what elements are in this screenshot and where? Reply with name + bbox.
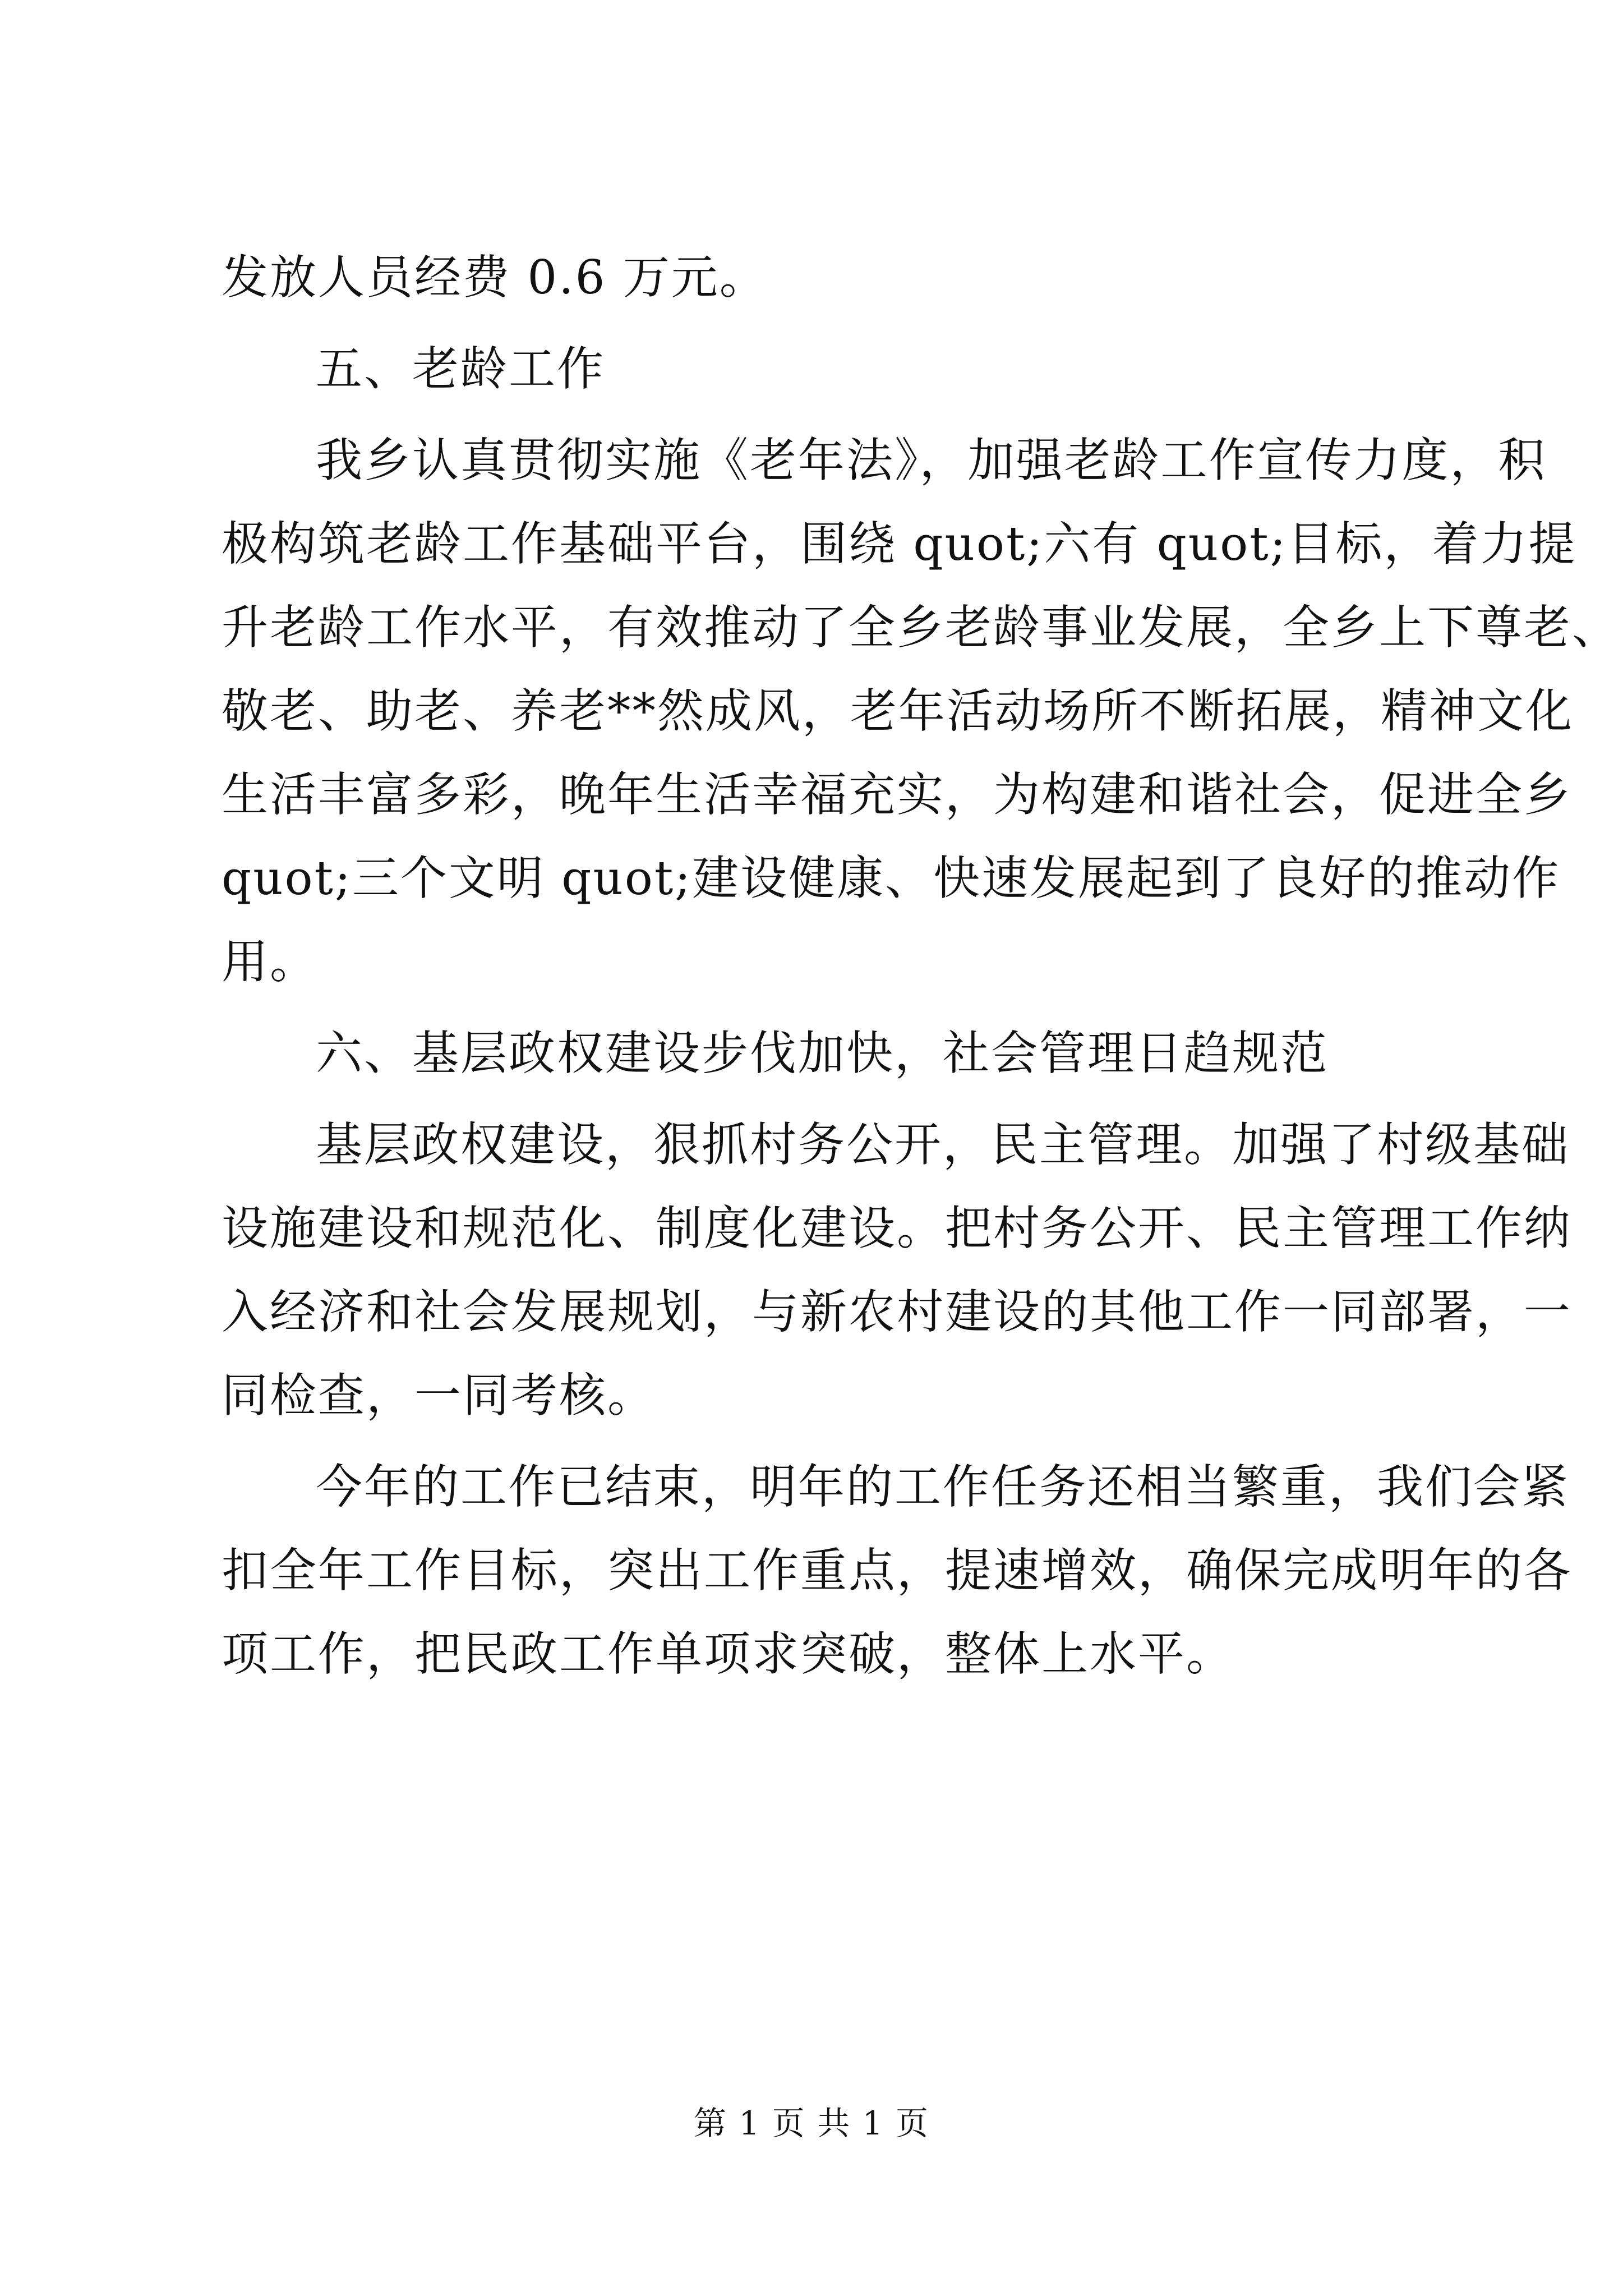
paragraph-line: 项工作，把民政工作单项求突破，整体上水平。 [222, 1627, 1234, 1681]
paragraph-line: 极构筑老龄工作基础平台，围绕 quot;六有 quot;目标，着力提 [222, 517, 1577, 571]
page-footer: 第 1 页 共 1 页 [694, 2104, 929, 2142]
paragraph-line: 扣全年工作目标，突出工作重点，提速增效，确保完成明年的各 [222, 1543, 1572, 1598]
document-body [222, 236, 1620, 1696]
paragraph-line: 今年的工作已结束，明年的工作任务还相当繁重，我们会紧 [316, 1460, 1570, 1514]
paragraph-line: 设施建设和规范化、制度化建设。把村务公开、民主管理工作纳 [222, 1201, 1572, 1255]
paragraph-line: 用。 [222, 935, 318, 989]
paragraph-line: 生活丰富多彩，晚年生活幸福充实，为构建和谐社会，促进全乡 [222, 767, 1572, 822]
paragraph-line: 我乡认真贯彻实施《老年法》，加强老龄工作宣传力度，积 [316, 433, 1547, 487]
paragraph-line: 同检查，一同考核。 [222, 1368, 656, 1423]
paragraph-line: 发放人员经费 0.6 万元。 [222, 250, 768, 305]
section-heading: 五、老龄工作 [316, 342, 605, 396]
paragraph-line: quot;三个文明 quot;建设健康、快速发展起到了良好的推动作 [222, 851, 1561, 905]
section-heading: 六、基层政权建设步伐加快，社会管理日趋规范 [316, 1026, 1329, 1080]
paragraph-line: 敬老、助老、养老**然成风，老年活动场所不断拓展，精神文化 [222, 684, 1574, 738]
paragraph-line: 基层政权建设，狠抓村务公开，民主管理。加强了村级基础 [316, 1117, 1570, 1172]
paragraph-line: 入经济和社会发展规划，与新农村建设的其他工作一同部署，一 [222, 1285, 1572, 1339]
paragraph-line: 升老龄工作水平，有效推动了全乡老龄事业发展，全乡上下尊老、 [222, 600, 1620, 655]
